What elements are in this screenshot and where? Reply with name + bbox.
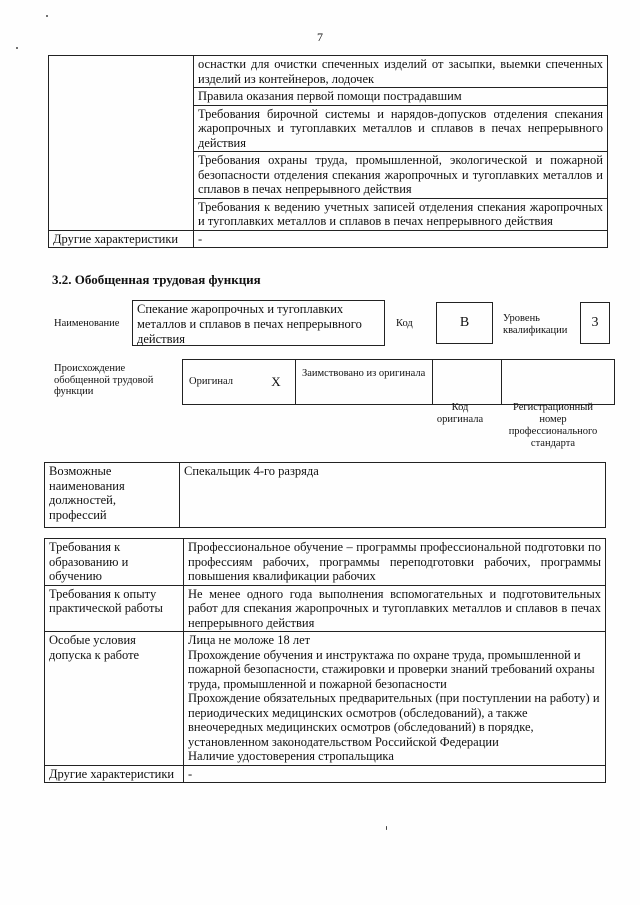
table-cell-label: Возможные наименования должностей, профессий [45,463,180,528]
caption-code: Код оригинала [436,402,484,425]
function-name-box: Спекание жаропрочных и тугоплавких металлов и сплавов в печах непрерывного действия [132,300,385,346]
code-box: В [436,302,493,344]
table-cell-left [49,56,194,231]
original-mark: Х [257,360,296,405]
section-title: 3.2. Обобщенная трудовая функция [52,272,261,287]
name-label: Наименование [54,318,120,329]
table-row [45,632,606,766]
table-cell: Требования к ведению учетных записей отделения спекания жаропрочных и тугоплавких металлов и сплавов в печах непрерывного действия [194,198,608,230]
borrowed-label: Заимствовано из оригинала [296,360,433,405]
knowledge-table-continued [48,55,608,248]
reg-number-cell [502,360,615,405]
table-row [45,539,606,586]
table-cell [184,632,606,766]
condition-line: Лица не моложе 18 лет [188,633,311,647]
original-code-cell [433,360,502,405]
table-row [45,585,606,632]
table-cell: оснастки для очистки спеченных изделий от засыпки, выемки спеченных изделий из контейнеров, лодочек [194,56,608,88]
original-label: Оригинал [183,360,258,405]
table-cell-label: Требования к образованию и обучению [45,539,184,586]
table-row [45,463,606,528]
positions-table [44,462,606,528]
page-number: 7 [317,30,323,44]
condition-line: Прохождение обязательных предварительных (при поступлении на работу) и периодических медицинских осмотров (обследований), а также внеочередных медицинских осмотров (обследований) в порядке, установленном законодательством Российской Федерации [188,691,600,749]
origin-table [182,359,615,405]
scan-dot [16,47,18,49]
table-row [45,765,606,783]
level-box: 3 [580,302,610,344]
scan-dot [46,15,48,17]
condition-line: Наличие удостоверения стропальщика [188,749,394,763]
table-row [49,230,608,248]
origin-label: Происхождение обобщенной трудовой функции [54,363,154,397]
table-cell: Не менее одного года выполнения вспомогательных и подготовительных работ для спекания жаропрочных и тугоплавких металлов и сплавов в печах непрерывного действия [184,585,606,632]
condition-line: Прохождение обучения и инструктажа по охране труда, промышленной и пожарной безопасности, стажировки и проверки знаний требований охраны труда, промышленной и пожарной безопасности [188,647,595,691]
table-cell: - [194,230,608,248]
level-label: Уровень квалификации [503,313,568,336]
table-cell: Требования охраны труда, промышленной, экологической и пожарной безопасности отделения спекания жаропрочных и тугоплавких металлов и сплавов в печах непрерывного действия [194,152,608,199]
table-cell-label: Другие характеристики [49,230,194,248]
table-cell: - [184,765,606,783]
code-label: Код [396,318,413,329]
table-cell: Профессиональное обучение – программы профессиональной подготовки по профессиям рабочих, программы переподготовки рабочих, программы повышения квалификации рабочих [184,539,606,586]
table-row [49,56,608,88]
table-cell-label: Требования к опыту практической работы [45,585,184,632]
scan-dot [386,826,387,830]
table-cell: Спекальщик 4-го разряда [180,463,606,528]
requirements-table [44,538,606,783]
table-cell-label: Другие характеристики [45,765,184,783]
table-cell-label: Особые условия допуска к работе [45,632,184,766]
table-cell: Требования бирочной системы и нарядов-допусков отделения спекания жаропрочных и тугоплавких металлов и сплавов в печах непрерывного действия [194,105,608,152]
caption-reg-number: Регистрационный номер профессионального стандарта [508,402,598,449]
table-row [183,360,615,405]
table-cell: Правила оказания первой помощи пострадавшим [194,88,608,106]
